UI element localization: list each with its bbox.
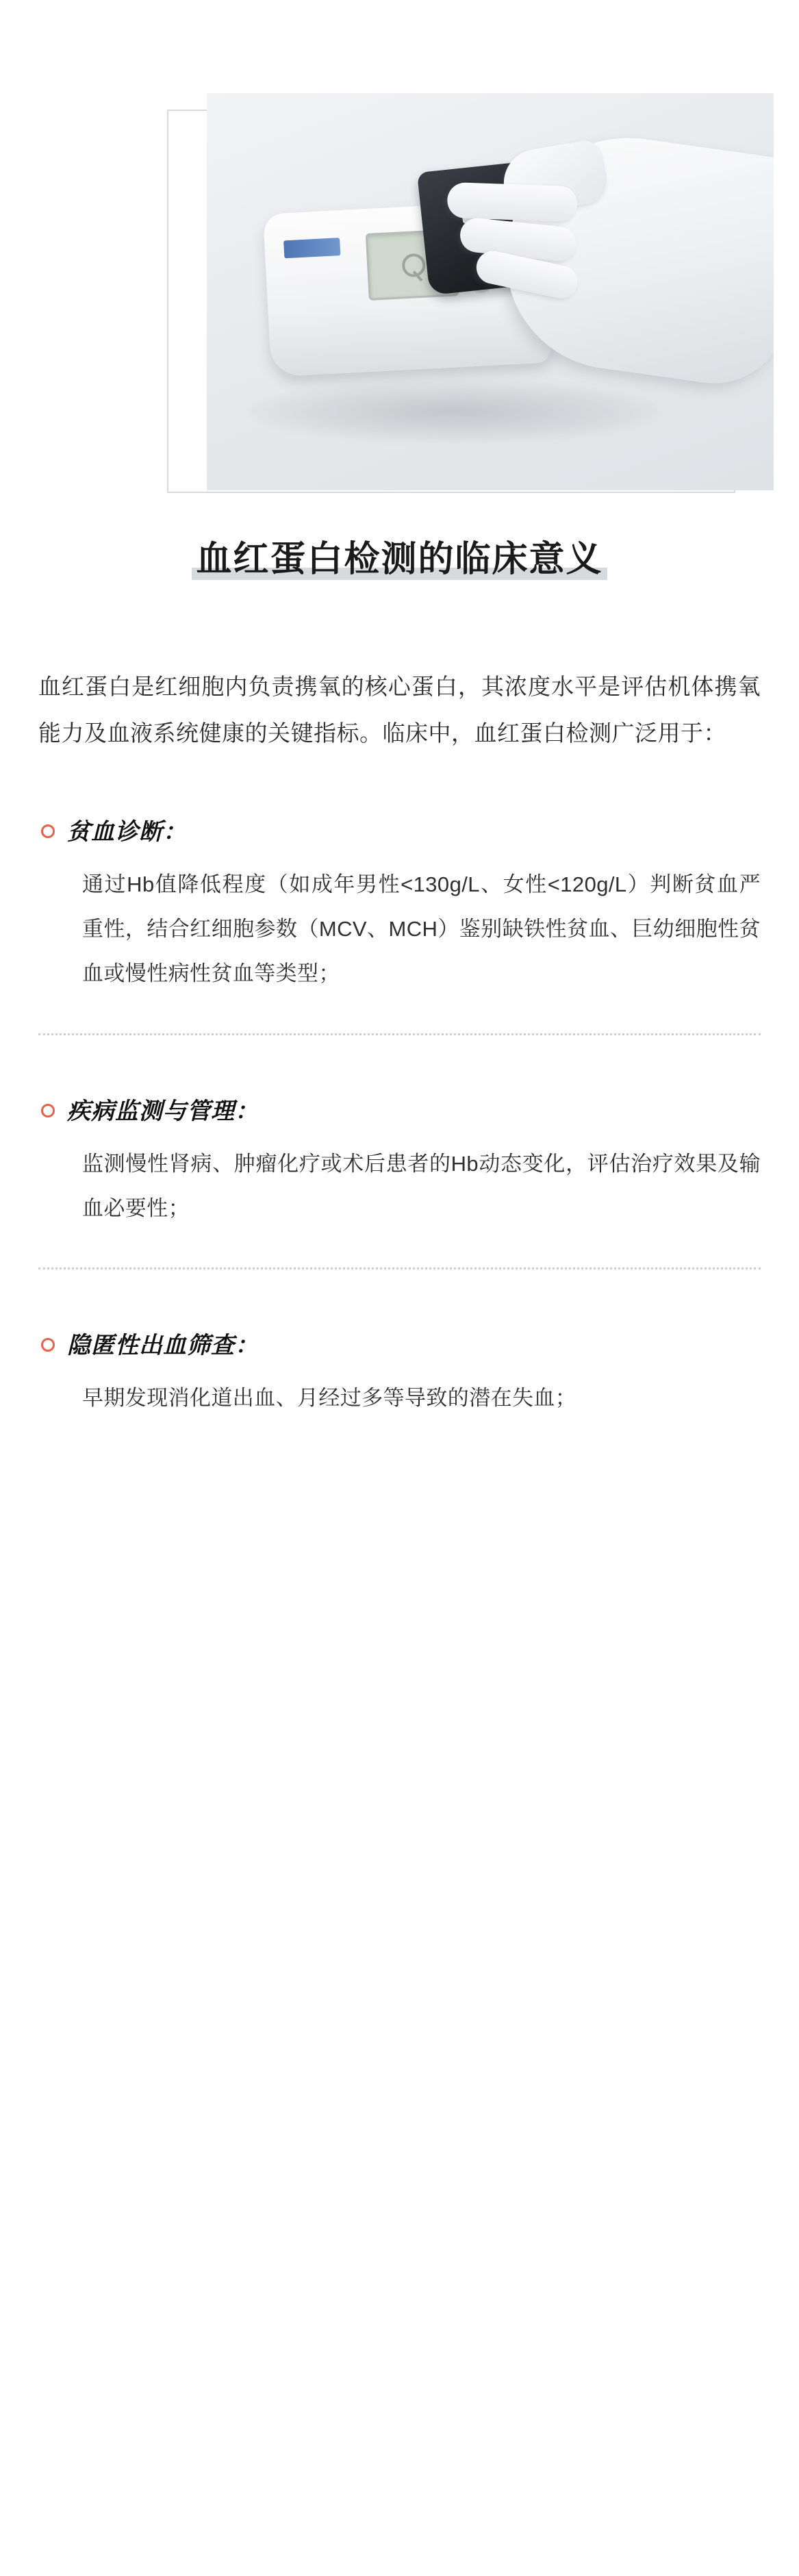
section-title: 隐匿性出血筛查： xyxy=(67,1332,259,1359)
circle-bullet-icon xyxy=(41,1338,55,1352)
circle-bullet-icon xyxy=(41,824,55,838)
droplet-icon xyxy=(401,253,426,278)
section-divider xyxy=(38,1033,761,1035)
section-title: 贫血诊断： xyxy=(67,819,187,846)
photo-shadow xyxy=(248,381,659,442)
hero-section xyxy=(38,81,761,505)
finger-1 xyxy=(446,182,578,223)
section-heading xyxy=(38,1328,761,1363)
section-anemia-diagnosis xyxy=(38,815,761,996)
section-occult-bleeding-screening xyxy=(38,1328,761,1420)
page-title-wrap xyxy=(38,530,761,581)
section-heading xyxy=(38,1094,761,1129)
section-title: 疾病监测与管理： xyxy=(67,1098,259,1124)
section-body: 早期发现消化道出血、月经过多等导致的潜在失血； xyxy=(82,1385,577,1410)
circle-bullet-icon xyxy=(41,1104,55,1117)
bottom-spacer xyxy=(38,1420,761,1468)
page-title-text: 血红蛋白检测的临床意义 xyxy=(196,540,603,579)
intro-paragraph: 血红蛋白是红细胞内负责携氧的核心蛋白，其浓度水平是评估机体携氧能力及血液系统健康的关键指标。临床中，血红蛋白检测广泛用于： xyxy=(38,674,761,746)
section-body: 监测慢性肾病、肿瘤化疗或术后患者的Hb动态变化，评估治疗效果及输血必要性； xyxy=(82,1151,761,1220)
section-heading xyxy=(38,815,761,850)
section-divider xyxy=(38,1267,761,1270)
hero-photo xyxy=(207,93,774,490)
device-brand-logo xyxy=(283,238,340,258)
section-disease-monitoring xyxy=(38,1094,761,1230)
article-page xyxy=(0,81,799,2576)
section-body: 通过Hb值降低程度（如成年男性<130g/L、女性<120g/L）判断贫血严重性，结合红细胞参数（MCV、MCH）鉴别缺铁性贫血、巨幼细胞性贫血或慢性病性贫血等类型； xyxy=(82,872,761,986)
page-title xyxy=(192,530,607,581)
